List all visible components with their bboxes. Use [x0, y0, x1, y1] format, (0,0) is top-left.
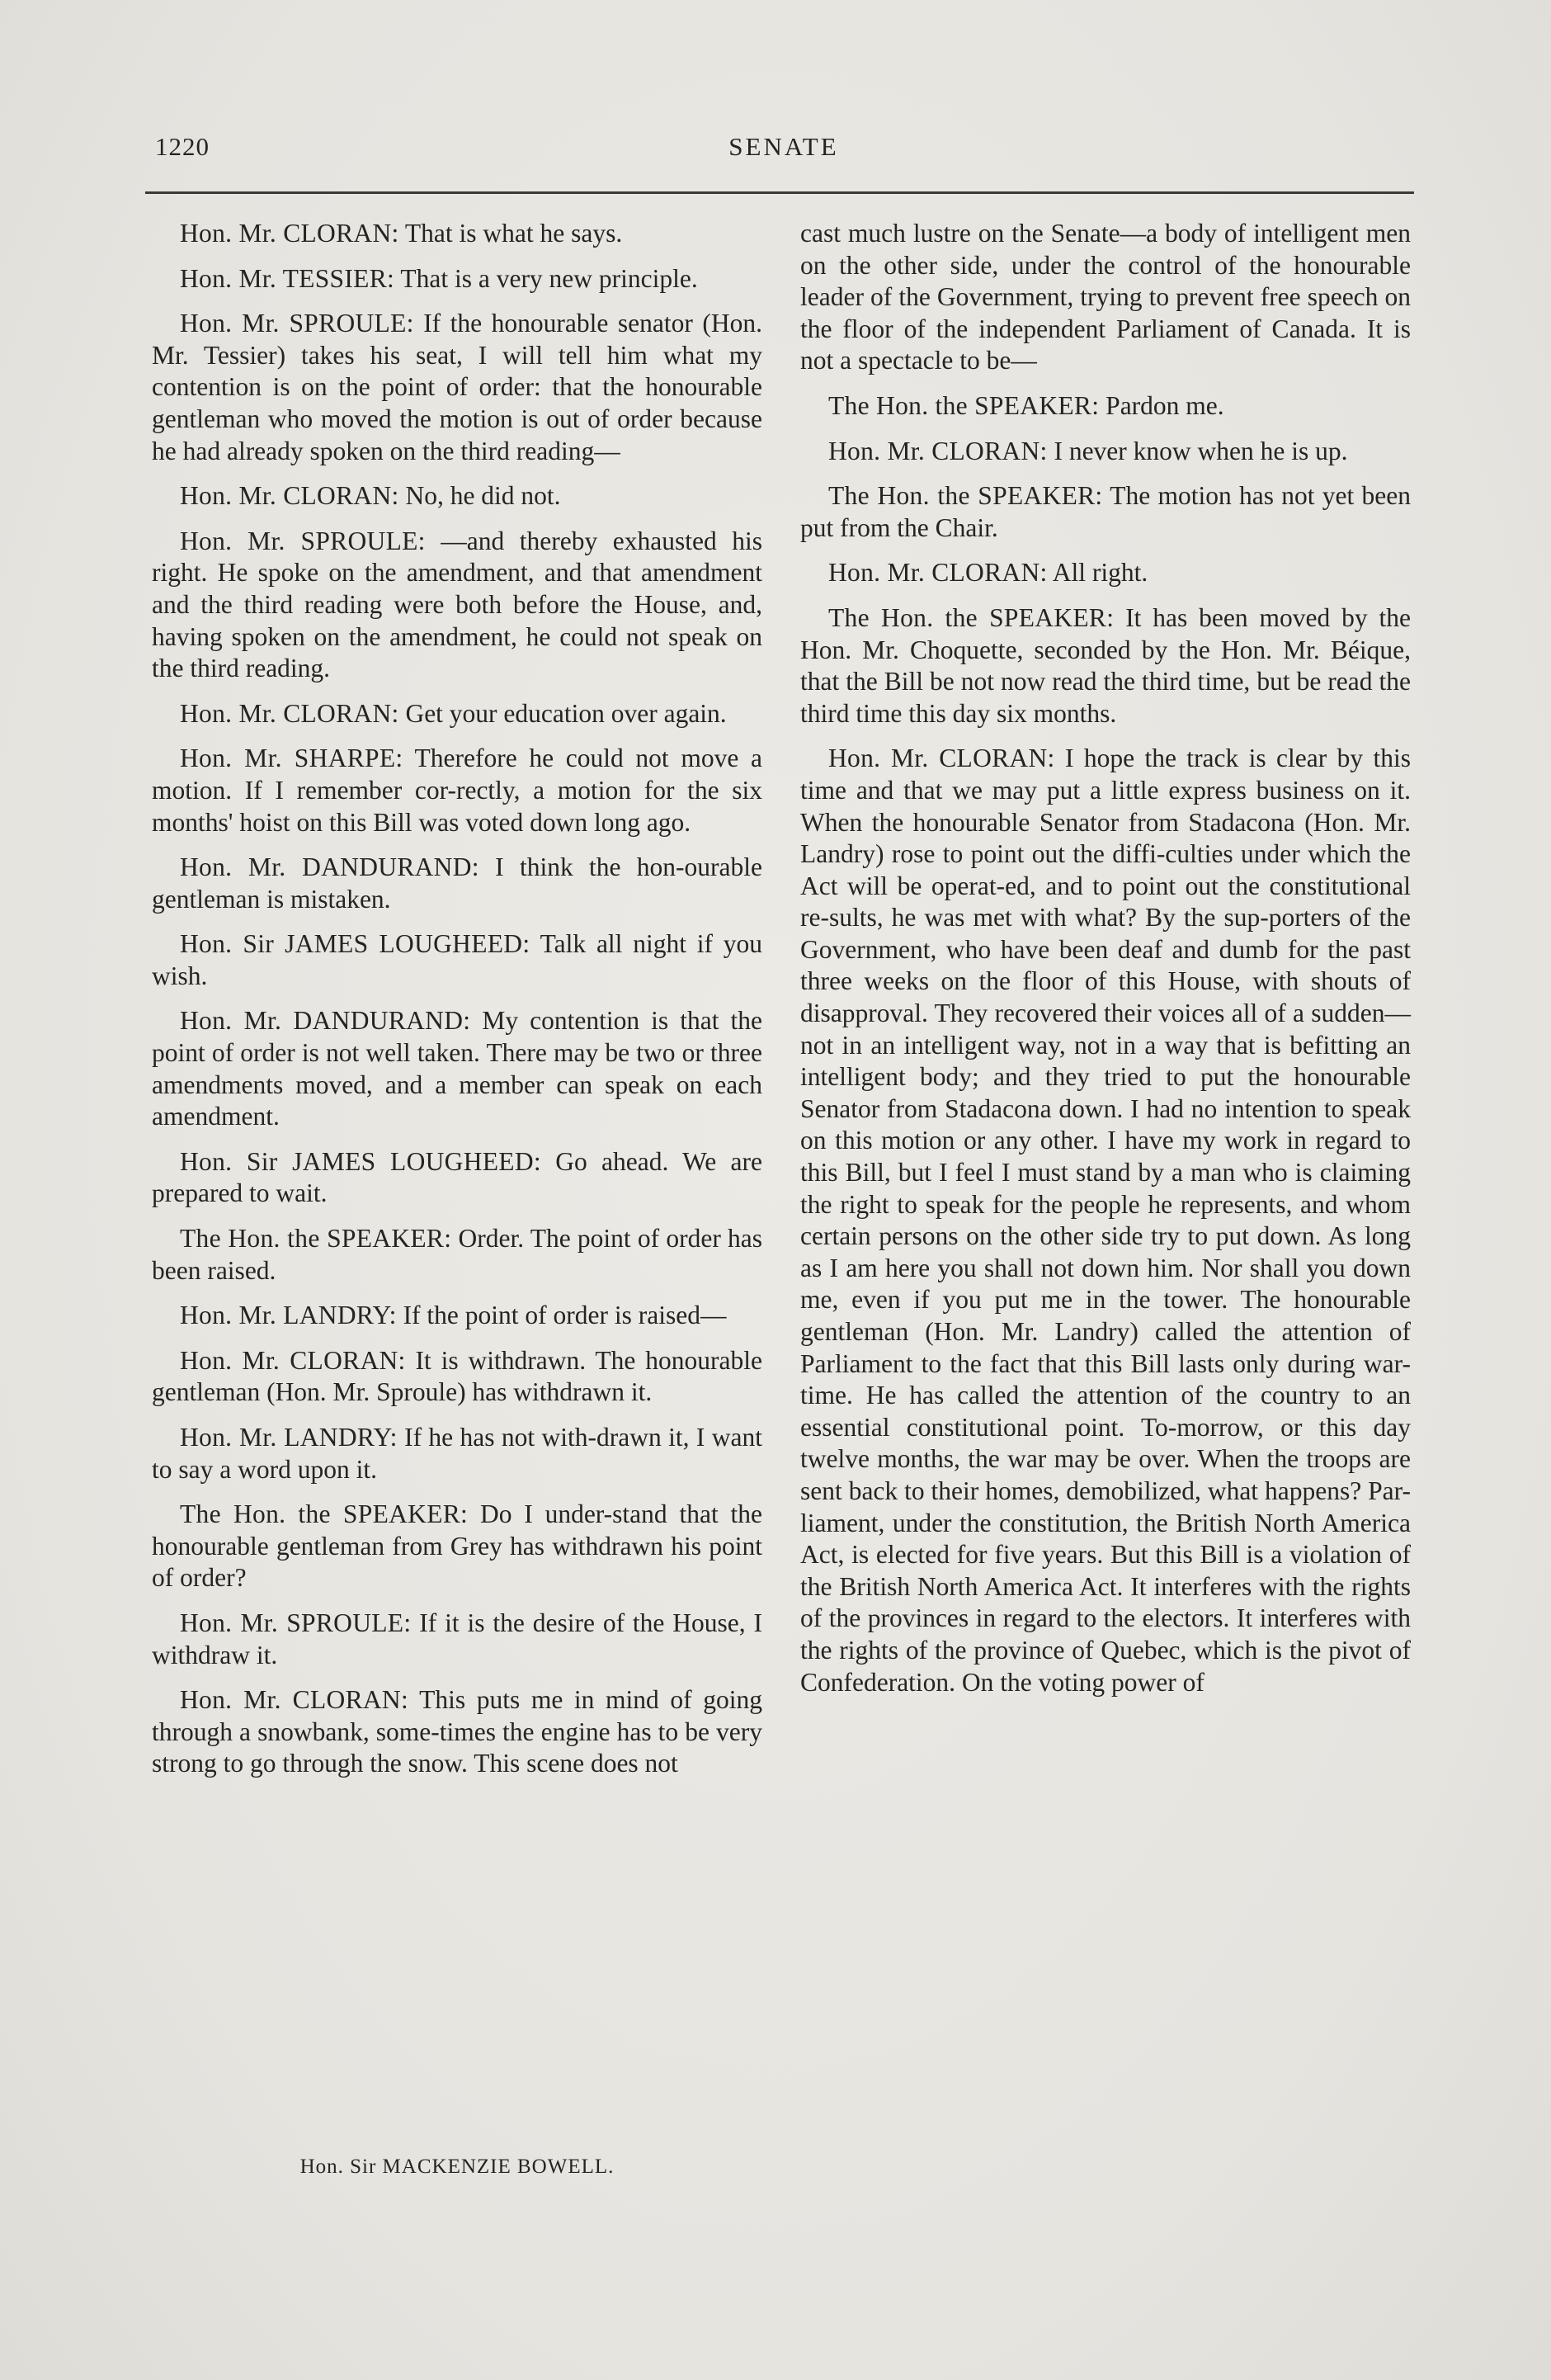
speech-text: Talk all night if you wish.	[152, 929, 763, 990]
speech-text: Therefore he could not move a motion. If I remember cor-rectly, a motion for the six months' hoist on this Bill was voted down long ago.	[152, 744, 762, 837]
speaker-name: The Hon. the SPEAKER:	[180, 1499, 469, 1529]
running-head: SENATE	[728, 132, 839, 161]
continuation-paragraph: cast much lustre on the Senate—a body of intelligent men on the other side, under the control of the honourable leader of the Government, trying to prevent free speech on the floor of the independent Parliament of Canada. It is not a spectacle to be—	[800, 219, 1411, 375]
speech-text: The motion has not yet been put from the Chair.	[800, 481, 1411, 542]
speaker-name: Hon. Mr. SPROULE:	[180, 309, 414, 338]
speech-paragraph	[800, 436, 1411, 468]
speaker-name: Hon. Mr. SPROULE:	[180, 526, 426, 555]
speech-text: That is what he says.	[404, 219, 623, 248]
speech-paragraph	[152, 1300, 762, 1332]
speech-paragraph	[152, 1499, 762, 1594]
speech-text: Get your education over again.	[405, 698, 727, 728]
speech-paragraph	[152, 1608, 762, 1671]
speaker-name: Hon. Mr. CLORAN:	[180, 1685, 409, 1715]
speech-paragraph	[800, 557, 1411, 589]
speech-paragraph	[152, 852, 762, 915]
speaker-name: Hon. Mr. LANDRY:	[180, 1423, 398, 1452]
speech-paragraph	[152, 928, 762, 992]
speech-text: I hope the track is clear by this time and that we may put a little express business on it. When the honourable Senator from Stadacona (Hon. Mr. Landry) rose to point out the diffi-culties under which the Act will be operat-ed, and to point out the constitutional re-sults, he was met with what? By the sup-porters of the Government, who have been deaf and dumb for the past three weeks on the floor of this House, with shouts of disapproval. They recovered their voices all of a sudden—not in an intelligent way, not in a way that is befitting an intelligent body; and they tried to put the honourable Senator from Stadacona down. I had no intention to speak on this motion or any other. I have my work in regard to this Bill, but I feel I must stand by a man who is claiming the right to speak for the people he represents, and whom certain persons on the other side try to put down. As long as I am here you shall not down him. Nor shall you down me, even if you put me in the tower. The honourable gentleman (Hon. Mr. Landry) called the attention of Parliament to the fact that this Bill lasts only during war-time. He has called the attention of the country to an essential constitutional point. To-morrow, or this day twelve months, the war may be over. When the troops are sent back to their homes, demobilized, what happens? Par-liament, under the constitution, the British North America Act, is elected for five years. But this Bill is a violation of the British North America Act. It interferes with the rights of the provinces in regard to the electors. It interferes with the rights of the province of Quebec, which is the pivot of Confederation. On the voting power of	[800, 744, 1411, 1697]
speaker-name: Hon. Mr. DANDURAND:	[180, 1006, 471, 1036]
speaker-name: Hon. Mr. CLORAN:	[828, 744, 1055, 773]
speech-paragraph	[800, 743, 1411, 1698]
speech-paragraph	[152, 526, 762, 685]
speech-paragraph	[152, 263, 762, 295]
speech-paragraph	[152, 1223, 762, 1287]
speech-paragraph	[152, 308, 762, 467]
speaker-name: The Hon. the SPEAKER:	[180, 1224, 452, 1254]
speech-text: No, he did not.	[405, 481, 561, 511]
speech-text: If he has not with-drawn it, I want to say a word upon it.	[152, 1423, 762, 1484]
speech-paragraph	[800, 480, 1411, 544]
speech-paragraph	[152, 1005, 762, 1132]
speech-text: All right.	[1052, 558, 1148, 588]
speech-paragraph	[152, 218, 762, 250]
speech-text: This puts me in mind of going through a snowbank, some-times the engine has to be very strong to go through the snow. This scene does not	[152, 1685, 762, 1778]
speaker-name: Hon. Mr. TESSIER:	[180, 263, 395, 293]
speech-paragraph	[152, 743, 762, 838]
speech-text: It is withdrawn. The honourable gentleman (Hon. Mr. Sproule) has withdrawn it.	[152, 1345, 762, 1407]
speech-text: I never know when he is up.	[1054, 436, 1348, 465]
right-column	[800, 218, 1411, 1712]
left-column	[152, 218, 762, 1793]
speech-text: Pardon me.	[1106, 390, 1224, 420]
footer-signature: Hon. Sir MACKENZIE BOWELL.	[299, 2156, 615, 2178]
page-number: 1220	[155, 132, 210, 161]
speaker-name: Hon. Mr. CLORAN:	[180, 219, 399, 248]
speech-text: That is a very new principle.	[400, 263, 698, 293]
speech-paragraph	[800, 390, 1411, 423]
speaker-name: Hon. Mr. DANDURAND:	[180, 852, 479, 882]
speaker-name: Hon. Mr. CLORAN:	[180, 481, 399, 511]
speaker-name: Hon. Mr. CLORAN:	[828, 436, 1048, 465]
speech-paragraph	[152, 1345, 762, 1409]
speech-text: I think the hon-ourable gentleman is mistaken.	[152, 852, 762, 914]
speech-paragraph	[800, 602, 1411, 730]
speech-text: If the point of order is raised—	[403, 1301, 727, 1330]
speech-text: Do I under-stand that the honourable gentleman from Grey has withdrawn his point of order?	[152, 1499, 763, 1593]
speaker-name: Hon. Mr. CLORAN:	[180, 1345, 406, 1375]
speech-text: If the honourable senator (Hon. Mr. Tessier) takes his seat, I will tell him what my contention is on the point of order: that the honourable gentleman who moved the motion is out of order because he had already spoken on the third reading—	[152, 309, 762, 465]
speaker-name: Hon. Mr. SHARPE:	[180, 744, 403, 773]
page-header	[155, 132, 1412, 168]
speech-text: Order. The point of order has been raised.	[152, 1224, 763, 1285]
speaker-name: Hon. Mr. CLORAN:	[180, 698, 399, 728]
speech-text: It has been moved by the Hon. Mr. Choquette, seconded by the Hon. Mr. Béique, that the Bill be not now read the third time, but be read the third time this day six months.	[800, 602, 1411, 728]
speaker-name: The Hon. the SPEAKER:	[828, 602, 1115, 632]
speech-text: My contention is that the point of order is not well taken. There may be two or three amendments moved, and a member can speak on each amendment.	[152, 1006, 762, 1131]
speech-text: —and thereby exhausted his right. He spoke on the amendment, and that amendment and the third reading were both before the House, and, having spoken on the amendment, he could not speak on the third reading.	[152, 526, 763, 683]
speaker-name: Hon. Sir JAMES LOUGHEED:	[180, 929, 530, 959]
speaker-name: Hon. Mr. SPROULE:	[180, 1608, 412, 1637]
speech-paragraph	[152, 698, 762, 730]
speech-paragraph	[152, 1422, 762, 1485]
speech-text: Go ahead. We are prepared to wait.	[152, 1146, 763, 1208]
speech-paragraph	[152, 1684, 762, 1780]
header-rule	[145, 191, 1414, 194]
speech-paragraph	[152, 1146, 762, 1210]
speaker-name: The Hon. the SPEAKER:	[828, 481, 1103, 511]
speech-text: If it is the desire of the House, I withdraw it.	[152, 1608, 763, 1669]
speaker-name: Hon. Sir JAMES LOUGHEED:	[180, 1146, 541, 1176]
speech-paragraph	[152, 480, 762, 512]
speaker-name: The Hon. the SPEAKER:	[828, 390, 1100, 420]
speaker-name: Hon. Mr. CLORAN:	[828, 558, 1048, 588]
speaker-name: Hon. Mr. LANDRY:	[180, 1301, 397, 1330]
